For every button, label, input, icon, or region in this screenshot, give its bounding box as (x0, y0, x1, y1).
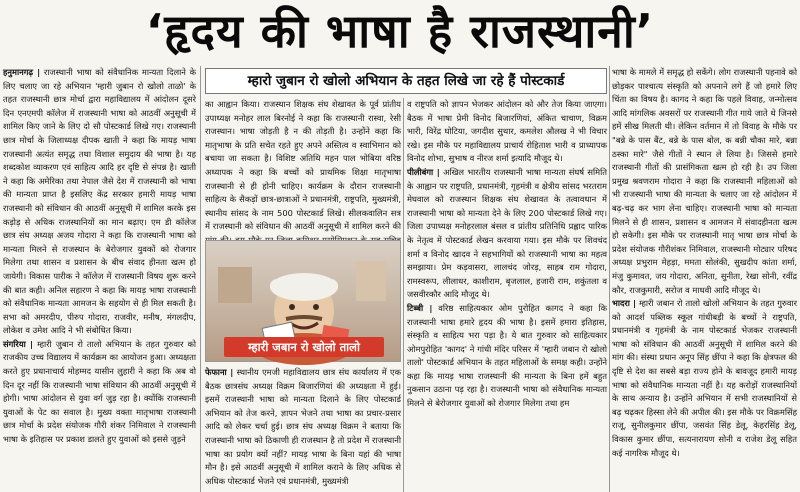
paragraph-fefana (205, 366, 401, 488)
paragraph-text: का आह्वान किया। राजस्थान शिक्षक संघ शेखावत के पूर्व प्रांतीय उपाध्यक्ष मनोहर लाल बिरनोई ने कहा कि राजस्थानी रास्वा, रेसी राजस्थान। भाषा जोड़ती है न की तोड़ती है। उन्होंने कहा कि मातृभाषा के प्रति सचेत रहते हुए अपने अस्तित्व व स्वाभिमान को बचाया जा सकता है। विशिष्ट अतिथि महन पाल भोबिया वरिष्ठ अध्यापक ने कहा कि बच्चों को प्राथमिक शिक्षा मातृभाषा राजस्थानी से ही होनी चाहिए। कार्यक्रम के दौरान राजस्थानी साहित्य के सैकड़ों छात्र-छात्राओं ने प्रधानमंत्री, राष्ट्रपति, मुख्यमंत्री, स्थानीय सांसद के नाम 500 पोस्टकार्ड लिखे। सीलकवालिन सत्र में राजस्थानी को संविधान की आठवीं अनुसूची में शामिल करने की (205, 99, 401, 232)
paragraph-text: व राष्ट्रपति को ज्ञापन भेजकर आंदोलन को और तेज किया जाएगा। बैठक में भाषा प्रेमी विनोद बिजारणियां, अंकित चाचाण, विक्रम भारी, विरेंद्र घोटिया, जगदीश सुथार, कमलेश औलख ने भी विचार रखे। इस मौके पर महाविद्यालय प्राचार्य रोहिताश भारी व प्राध्यापक विनोद शोभा, सुभाष व नीरज शर्मा इत्यादि मौजूद थे। (407, 99, 607, 164)
dateline: फेफाना | (205, 367, 234, 377)
subheadline-box: म्हारो जुबान रो खोलो अभियान के तहत लिखे जा रहे हैं पोस्टकार्ड (205, 68, 607, 94)
paragraph-text: भाषा के मामले में समृद्ध हो सकेंगे। लोग राजस्थानी पहनावे को छोड़कर पाश्चात्य संस्कृति को अपनाने लगे हैं जो हमारे लिए चिंता का विषय है। कागद ने कहा कि पहले विवाह, जन्मोत्सव आदि मांगलिक अवसरों पर राजस्थानी गीत गाये जाते थे जिनसे हमें सीख मिलती थी। लेकिन वर्तमान में तो विवाह के मौके पर "बन्ने के पास बैंट, बन्ने के पास बोल, क बन्नी चौका मारे, बन्ना ठस्का मारे" जैसे गीतों ने स्थान ले लिया है। जिससे हमारे राजस्थानी गीतों की प्रासंगिकता खत्म हो रही है। उप जिला प्रमुख श्रवणराम गोदारा ने कहा कि राजस्थानी महिलाओं को भी राजस्थानी भाषा की मान्यता के चलाए जा रहे आंदोलन में बढ़-चढ़ कर भाग लेना चाहिए। राजस्थानी भाषा को मान्यता मिलने से ही शासन, प्रशासन व आमजन में संवादहीनता खत्म हो सकेगी। इस मौके पर राजस्थानी मातृ भाषा छात्र मोर्चा के प्रदेश संयोजक गौरीशंकर निमिवाल, राजस्थानी मोट्यार परिषद अध्यक्ष प्रभुराम मेहड़ा, ममता सोलंकी, सुखदीप कांता शर्मा, मंजु कुमावत, जय गोदारा, अनिता, सुनीता, रेखा सोनी, रवींद्र कौर, राजकुमारी, सरोज व माधवी आदि मौजूद थे। (612, 67, 797, 295)
article-column-1 (3, 66, 196, 492)
paragraph-text: राजस्थानी भाषा को संवैधानिक मान्यता दिलाने के लिए चलाए जा रहे अभियान 'म्हारी जुबान रो खोलो ताळो' के तहत राजस्थानी छात्र मोर्चा द्वारा महाविद्यालय में आंदोलन दूसरे दिन एनएमपी कॉलेज में राजस्थानी भाषा को आठवीं अनुसूची में शामिल किए जाने के लिए दो सौ पोस्टकार्ड लिखे गए। राजस्थानी छात्र मोर्चा के जिलाध्यक्ष दीपक खाती ने कहा कि मायड़ भाषा राजस्थानी अत्यंत समृद्ध तथा विशाल समुदाय की भाषा है। यह शब्दकोश व्याकरण एवं साहित्य आदि हर दृष्टि से संपन्न है। खाती ने कहा कि अमेरिका तथा नेपाल जैसे देश में राजस्थानी को भाषा की मान्यता प्राप्त है इसलिए केंद्र सरकार हमारी मायड़ भाषा राजस्थानी को संविधान की आठवीं अनुसूची में शामिल करके इस कड़ोड़ से अधिक राजस्थानियों का मान बढ़ाए। एम डी कॉलेज छात्र संघ अध्यक्ष अजय गोदारा ने कहा कि राजस्थानी भाषा को मान्यता मिलने से राजस्थान के बेरोजगार युवकों को रोजगार मिलेगा तथा शासन व प्रशासन के बीच संवाद हीनता खत्म हो जायेगी। विकास पारीक ने कॉलेज में राजस्थानी विषय शुरू करने की बात कही। अनिल सहारण ने कहा कि मायड़ भाषा राजस्थानी को संवैधानिक मान्यता आमजन के सहयोग से ही मिल सकती है। सभा को अमरदीप, पीरुप गोदारा, राजवीर, मनीष, मंगलदीप, लोकेश व उमेश आदि ने भी संबोधित किया। (3, 67, 196, 336)
dateline: संगरिया | (3, 338, 34, 349)
article-column-3 (407, 98, 607, 492)
dateline: भादरा | (612, 298, 637, 309)
paragraph-hanumangarh (3, 66, 196, 338)
dateline: पीलीबंगा | (407, 166, 440, 177)
dateline: हनुमानगढ़ | (3, 67, 41, 77)
article-column-2-top (205, 98, 401, 234)
article-column-2-bottom (205, 366, 401, 492)
headline: ‘हृदय की भाषा है राजस्थानी’ (145, 4, 655, 58)
column-divider-1 (200, 66, 201, 492)
paragraph-bhadra (612, 297, 797, 460)
paragraph-pilibanga (407, 166, 607, 302)
paragraph-text: वरिष्ठ साहित्यकार ओम पुरोहित कागद ने कहा कि राजस्थानी भाषा हमारे हृदय की भाषा है। इसमें हमारा इतिहास, संस्कृति व साहित्य भरा पड़ा है। ये बात गुरुवार को साहित्यकार ओमपुरोहित 'कागद' ने गांधी मंदिर परिसर में 'म्हारी जबान रो खोलो तालो' पोस्टकार्ड अभियान के तहत महिलाओं के समक्ष कही। उन्होंने कहा कि मायड़ भाषा राजस्थानी की मान्यता के बिना हमें बहुत नुकसान उठाना पड़ रहा है। राजस्थानी भाषा को संवैधानिक मान्यता मिलने से बेरोजगार युवाओं को रोजगार मिलेगा तथा हम (407, 302, 607, 409)
paragraph-text: म्हारी जबान रो तालो खोलो अभियान के तहत गुरुवार को आदर्श पब्लिक स्कूल गांधीबड़ी के बच्चों ने राष्ट्रपति, प्रधानमंत्री व गृहमंत्री के नाम पोस्टकार्ड भेजकर राजस्थानी भाषा को संविधान की आठवीं अनुसूची में शामिल करने की मांग की। संस्था प्रधान अनूप सिंह छींपा ने कहा कि क्षेत्रफल की दृष्टि से देश का सबसे बड़ा राज्य होने के बावजूद हमारी मायड़ भाषा को संवैधानिक मान्यता नहीं है। यह करोड़ों राजस्थानियों के साथ अन्याय है। उन्होंने अभियान में सभी राजस्थानियों से बढ़ चढ़कर हिस्सा लेने की अपील की। इस मौके पर विक्रमसिंह राजू, सुनीलकुमार छींपा, जसवंत सिंह डेलू, केहरसिंह डेलू, विकास कुमार छींपा, सत्यनारायण सोनी व राजेश डेलू सहित कई नागरिक मौजूद थे। (612, 298, 797, 458)
column-divider-2 (403, 98, 404, 492)
paragraph-continued (612, 66, 797, 297)
paragraph-text: स्थानीय एमजी महाविद्यालय छात्र संघ कार्यालय में एक बैठक छात्रसंघ अध्यक्ष विक्रम बिजारणियां की अध्यक्षता में हुई। इसमें राजस्थानी भाषा को मान्यता दिलाने के लिए पोस्टकार्ड अभियान को तेज करने, ज्ञापन भेजने तथा भाषा का प्रचार-प्रसार आदि को लेकर चर्चा हुई। छात्र संघ अध्यक्ष विक्रम ने बताया कि राजस्थानी भाषा को ठिकाणी ही राजस्थान है तो प्रदेश में राजस्थानी भाषा का प्रयोग क्यों नहीं? मायड़ भाषा के बिना यहां की भाषा मौन है। इसे आठवीं अनुसूची में शामिल कराने के लिए अधिक से अधिक पोस्टकार्ड भेजने एवं प्रधानमंत्री, मुख्यमंत्री (205, 367, 401, 486)
column-divider-3 (609, 66, 610, 492)
article-column-4 (612, 66, 797, 492)
paragraph-text: म्हारी जुबान रो तालो अभियान के तहत गुरुवार को राजकीय उच्च विद्यालय में कार्यक्रम का आयोजन हुआ। अध्यक्षता करते हुए प्रधानाचार्य मोहम्मद यासीन लुहारी ने कहा कि अब वो दिन दूर नहीं कि राजस्थानी भाषा संविधान की आठवीं अनुसूची में होगी। भाषा आंदोलन से युवा वर्ग जुड़ रहा है। क्योंकि राजस्थानी युवाओं के पेट का सवाल है। मुख्य वक्ता मातृभाषा राजस्थानी छात्र मोर्चा के प्रदेश संयोजक गौरी शंकर निमिवाल ने राजस्थानी भाषा के इतिहास पर प्रकाश डालते हुए युवाओं को इससे जुड़ने (3, 338, 196, 445)
paragraph-tibbi (407, 302, 607, 411)
news-photo (205, 240, 401, 362)
paragraph-text: अखिल भारतीय राजस्थानी भाषा मान्यता संघर्ष समिति के आह्वान पर राष्ट्रपति, प्रधानमंत्री, गृहमंत्री व क्षेत्रीय सांसद भरतराम मेघवाल को राजस्थान शिक्षक संघ शेखावत के तत्वावधान में राजस्थानी भाषा को मान्यता देने के लिए 200 पोस्टकार्ड लिखे गए। जिला उपाध्यक्ष मनोहरलाल बंसल व प्रांतीय प्रतिनिधि प्रह्लाद पारिक के नेतृत्व में पोस्टकार्ड लेखन करवाया गया। इस मौके पर शिवचंद शर्मा व विनोद खादव ने सहभागियों को राजस्थानी भाषा का महत्व समझाया। प्रेम कड़वासरा, लालचंद जोरड़, साहब राम गोदारा, रामस्वरूप, लीलाधर, काशीराम, बृजलाल, हजारी राम, शकुंतला व जसवीरकौर आदि मौजूद थे। (407, 166, 607, 300)
paragraph-sangaria (3, 338, 196, 447)
photo-banner: म्हारी जबान रो खोलो तालो (224, 337, 384, 357)
dateline: टिब्बी | (407, 302, 433, 313)
paragraph-continued (407, 98, 607, 166)
